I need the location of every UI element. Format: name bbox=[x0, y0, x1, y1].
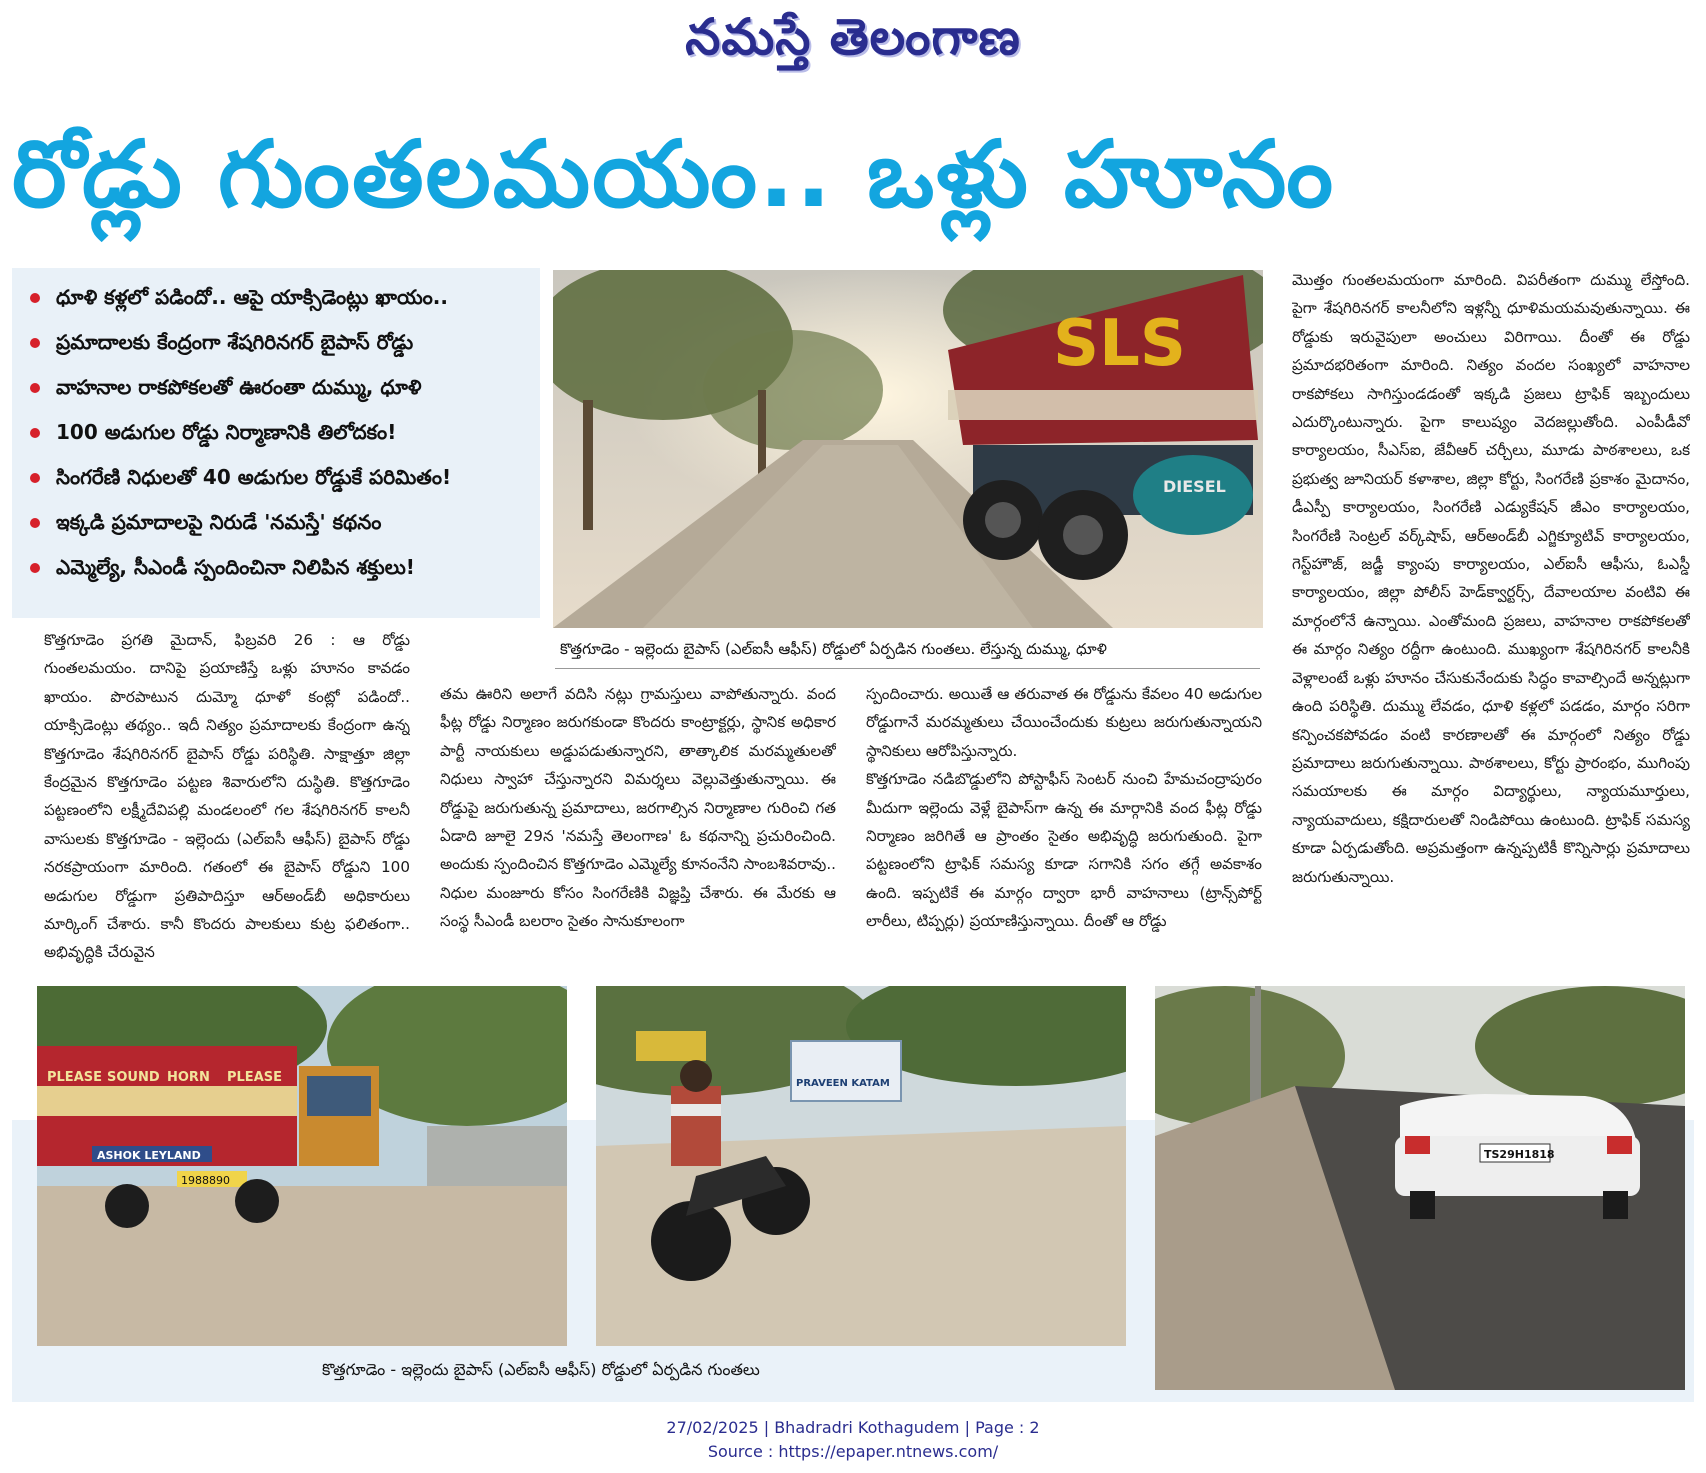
truck-sign: PLEASE bbox=[227, 1070, 282, 1085]
highlight-item: ఇక్కడి ప్రమాదాలపై నిరుడే 'నమస్తే' కథనం bbox=[26, 509, 530, 536]
article-column-3: స్పందించారు. అయితే ఆ తరువాత ఈ రోడ్డును కేవలం 40 అడుగుల రోడ్డుగానే మరమ్మతులు చేయించేందుకు కుట్రలు జరుగుతున్నాయని స్థానికులు ఆరోపిస్తున్నారు. కొత్తగూడెం నడిబొడ్డులోని పోస్టాఫీస్ సెంటర్ నుంచి హేమచంద్రాపురం మీదుగా ఇల్లెందు వెళ్లే బైపాస్‌గా ఉన్న ఈ మార్గానికి వంద ఫీట్ల రోడ్డు నిర్మాణం జరిగితే ఆ ప్రాంతం సైతం అభివృద్ధి జరుగుతుంది. పైగా పట్టణంలోని ట్రాఫిక్ సమస్య కూడా సగానికి సగం తగ్గే అవకాశం ఉంది. ఇప్పటికే ఈ మార్గం ద్వారా భారీ వాహనాలు (ట్రాన్స్‌పోర్ట్ లారీలు, టిప్పర్లు) ప్రయాణిస్తున్నాయి. దీంతో ఆ రోడ్డు bbox=[866, 685, 1262, 931]
highlights-list bbox=[26, 284, 530, 581]
article-column-2: తమ ఊరిని అలాగే వదిసి నట్లు గ్రామస్తులు వాపోతున్నారు. వంద ఫీట్ల రోడ్డు నిర్మాణం జరుగకుండా కొందరు కాంట్రాక్టర్లు, స్థానిక అధికార పార్టీ నాయకులు అడ్డుపడుతున్నారని, తాత్కాలిక మరమ్మతులతో నిధులు స్వాహా చేస్తున్నారని విమర్శలు వెల్లువెత్తుతున్నాయి. ఈ రోడ్డుపై జరుగుతున్న ప్రమాదాలు, జరగాల్సిన నిర్మాణాల గురించి గత ఏడాది జూలై 29న 'నమస్తే తెలంగాణ' ఓ కథనాన్ని ప్రచురించింది. అందుకు స్పందించిన కొత్తగూడెం ఎమ్మెల్యే కూనంనేని సాంబశివరావు.. నిధుల మంజూరు కోసం సింగరేణికి విజ్ఞప్తి చేశారు. ఈ మేరకు ఆ సంస్థ సీఎండీ బలరాం సైతం సానుకూలంగా bbox=[440, 685, 836, 931]
highlight-item: వాహనాల రాకపోకలతో ఊరంతా దుమ్ము, ధూళి bbox=[26, 374, 530, 401]
motorcycle-image bbox=[596, 986, 1126, 1346]
highlight-item: ప్రమాదాలకు కేంద్రంగా శేషగిరినగర్ బైపాస్ రోడ్డు bbox=[26, 329, 530, 356]
bottom-photo-trucks bbox=[37, 986, 567, 1346]
highlight-item: ధూళి కళ్లలో పడిందో.. ఆపై యాక్సిడెంట్లు ఖాయం.. bbox=[26, 284, 530, 311]
highlights-box bbox=[12, 268, 540, 618]
truck-sign: SOUND bbox=[107, 1070, 160, 1085]
highlight-item: ఎమ్మెల్యే, సీఎండీ స్పందించినా నిలిపిన శక్తులు! bbox=[26, 554, 530, 581]
bottom-photo-car bbox=[1155, 986, 1685, 1390]
footer-source-line: Source : https://epaper.ntnews.com/ bbox=[707, 1442, 999, 1461]
masthead bbox=[0, 0, 1706, 80]
caption-underline bbox=[555, 668, 1260, 669]
main-photo-caption: కొత్తగూడెం - ఇల్లెందు బైపాస్ (ఎల్ఐసీ ఆఫీస్) రోడ్డులో ఏర్పడిన గుంతలు. లేస్తున్న దుమ్ము, ధూళి bbox=[560, 640, 1107, 658]
article-column-1: కొత్తగూడెం ప్రగతి మైదాన్, ఫిబ్రవరి 26 : ఆ రోడ్డు గుంతలమయం. దానిపై ప్రయాణిస్తే ఒళ్లు హూనం కావడం ఖాయం. పొరపాటున దుమ్మో ధూళో కంట్లో పడిందో.. యాక్సిడెంట్లు తథ్యం.. ఇదీ నిత్యం ప్రమాదాలకు కేంద్రంగా ఉన్న కొత్తగూడెం శేషగిరినగర్ బైపాస్ రోడ్డు పరిస్థితి. సాక్షాత్తూ జిల్లా కేంద్రమైన కొత్తగూడెం పట్టణ శివారులోని దుస్థితి. కొత్తగూడెం పట్టణంలోని లక్ష్మీదేవిపల్లి మండలంలో గల శేషగిరినగర్ కాలనీ వాసులకు కొత్తగూడెం - ఇల్లెందు (ఎల్ఐసీ ఆఫీస్) బైపాస్ రోడ్డు నరకప్రాయంగా మారింది. గతంలో ఈ బైపాస్ రోడ్డుని 100 అడుగుల రోడ్డుగా ప్రతిపాదిస్తూ ఆర్అండ్‌బీ అధికారులు మార్కింగ్ చేశారు. కానీ కొందరు పాలకులు కుట్ర ఫలితంగా.. అభివృద్ధికి చేరువైన bbox=[44, 631, 410, 962]
truck-road-image bbox=[553, 270, 1263, 628]
footer-date-line: 27/02/2025 | Bhadradri Kothagudem | Page : 2 bbox=[666, 1418, 1040, 1437]
highlight-item: సింగరేణి నిధులతో 40 అడుగుల రోడ్డుకే పరిమితం! bbox=[26, 464, 530, 491]
highlight-item: 100 అడుగుల రోడ్డు నిర్మాణానికి తిలోదకం! bbox=[26, 419, 530, 446]
main-photo bbox=[553, 270, 1263, 628]
license-plate: 1988890 bbox=[181, 1174, 230, 1187]
trucks-image bbox=[37, 986, 567, 1346]
truck-brand: ASHOK LEYLAND bbox=[97, 1149, 201, 1162]
truck-sign: HORN bbox=[167, 1070, 210, 1085]
newspaper-logo: నమస్తే తెలంగాణ bbox=[685, 8, 1021, 66]
truck-lettering: SLS bbox=[1053, 307, 1186, 381]
truck-sign: PLEASE bbox=[47, 1070, 102, 1085]
article-column-4: మొత్తం గుంతలమయంగా మారింది. విపరీతంగా దుమ్ము లేస్తోంది. పైగా శేషగిరినగర్ కాలనీలోని ఇళ్లన్నీ ధూళిమయమవుతున్నాయి. ఈ రోడ్డుకు ఇరువైపులా అంచులు విరిగాయి. దీంతో ఈ రోడ్డు ప్రమాదభరితంగా మారింది. నిత్యం వందల సంఖ్యలో వాహనాల రాకపోకలు సాగిస్తుండడంతో ఇక్కడి ప్రజలు ట్రాఫిక్ ఇబ్బందులు ఎదుర్కొంటున్నారు. పైగా కాలుష్యం వెదజల్లుతోంది. ఎంపీడీవో కార్యాలయం, సీఎస్ఐ, జేవీఆర్ చర్చీలు, మూడు పాఠశాలలు, ఒక ప్రభుత్వ జూనియర్ కళాశాల, జిల్లా కోర్టు, సింగరేణి ప్రకాశం మైదానం, డీఎస్పీ కార్యాలయం, సింగరేణి ఎడ్యుకేషన్ జీఎం కార్యాలయం, సింగరేణి సెంట్రల్ వర్క్‌షాప్, ఆర్అండ్‌బీ ఎగ్జిక్యూటివ్ కార్యాలయం, గెస్ట్‌హౌజ్, జడ్జీ క్యాంపు కార్యాలయం, ఎల్ఐసీ ఆఫీసు, ఓఎస్డీ కార్యాలయం, జిల్లా పోలీస్ హెడ్‌క్వార్టర్స్, దేవాలయాల వంటివి ఈ మార్గంలోనే ఉన్నాయి. ఎంతోమంది ప్రజలు, వాహనాల రాకపోకలతో ఈ మార్గం నిత్యం రద్దీగా ఉంటుంది. ముఖ్యంగా శేషగిరినగర్ కాలనీకి వెళ్లాలంటే ఒళ్లు హూనం చేసుకునేందుకు సిద్ధం కావాల్సిందే అన్నట్లుగా ఉంది పరిస్థితి. దుమ్ము లేవడం, ధూళి కళ్లలో పడడం, మార్గం సరిగా కన్పించకపోవడం వంటి కారణాలతో ఈ మార్గంలో నిత్యం రోడ్డు ప్రమాదాలు జరుగుతున్నాయి. పాఠశాలలు, కోర్టు ప్రారంభం, ముగింపు సమయాలకు ఈ మార్గం విద్యార్థులు, న్యాయమూర్తులు, న్యాయవాదులు, కక్షిదారులతో నిండిపోయి ఉంటుంది. ట్రాఫిక్ సమస్య కూడా ఏర్పడుతోంది. అప్రమత్తంగా ఉన్నప్పటికీ కొన్నిసార్లు ప్రమాదాలు జరుగుతున్నాయి. bbox=[1292, 271, 1690, 886]
diesel-tank-label: DIESEL bbox=[1163, 477, 1226, 496]
bottom-photos-caption: కొత్తగూడెం - ఇల్లెందు బైపాస్ (ఎల్ఐసీ ఆఫీస్) రోడ్డులో ఏర్పడిన గుంతలు bbox=[322, 1360, 760, 1379]
license-plate: TS29H1818 bbox=[1484, 1148, 1555, 1161]
banner-text: PRAVEEN KATAM bbox=[796, 1078, 890, 1089]
bottom-photo-motorcycle bbox=[596, 986, 1126, 1346]
car-image bbox=[1155, 986, 1685, 1390]
headline: రోడ్లు గుంతలమయం.. ఒళ్లు హూనం bbox=[12, 121, 1335, 228]
